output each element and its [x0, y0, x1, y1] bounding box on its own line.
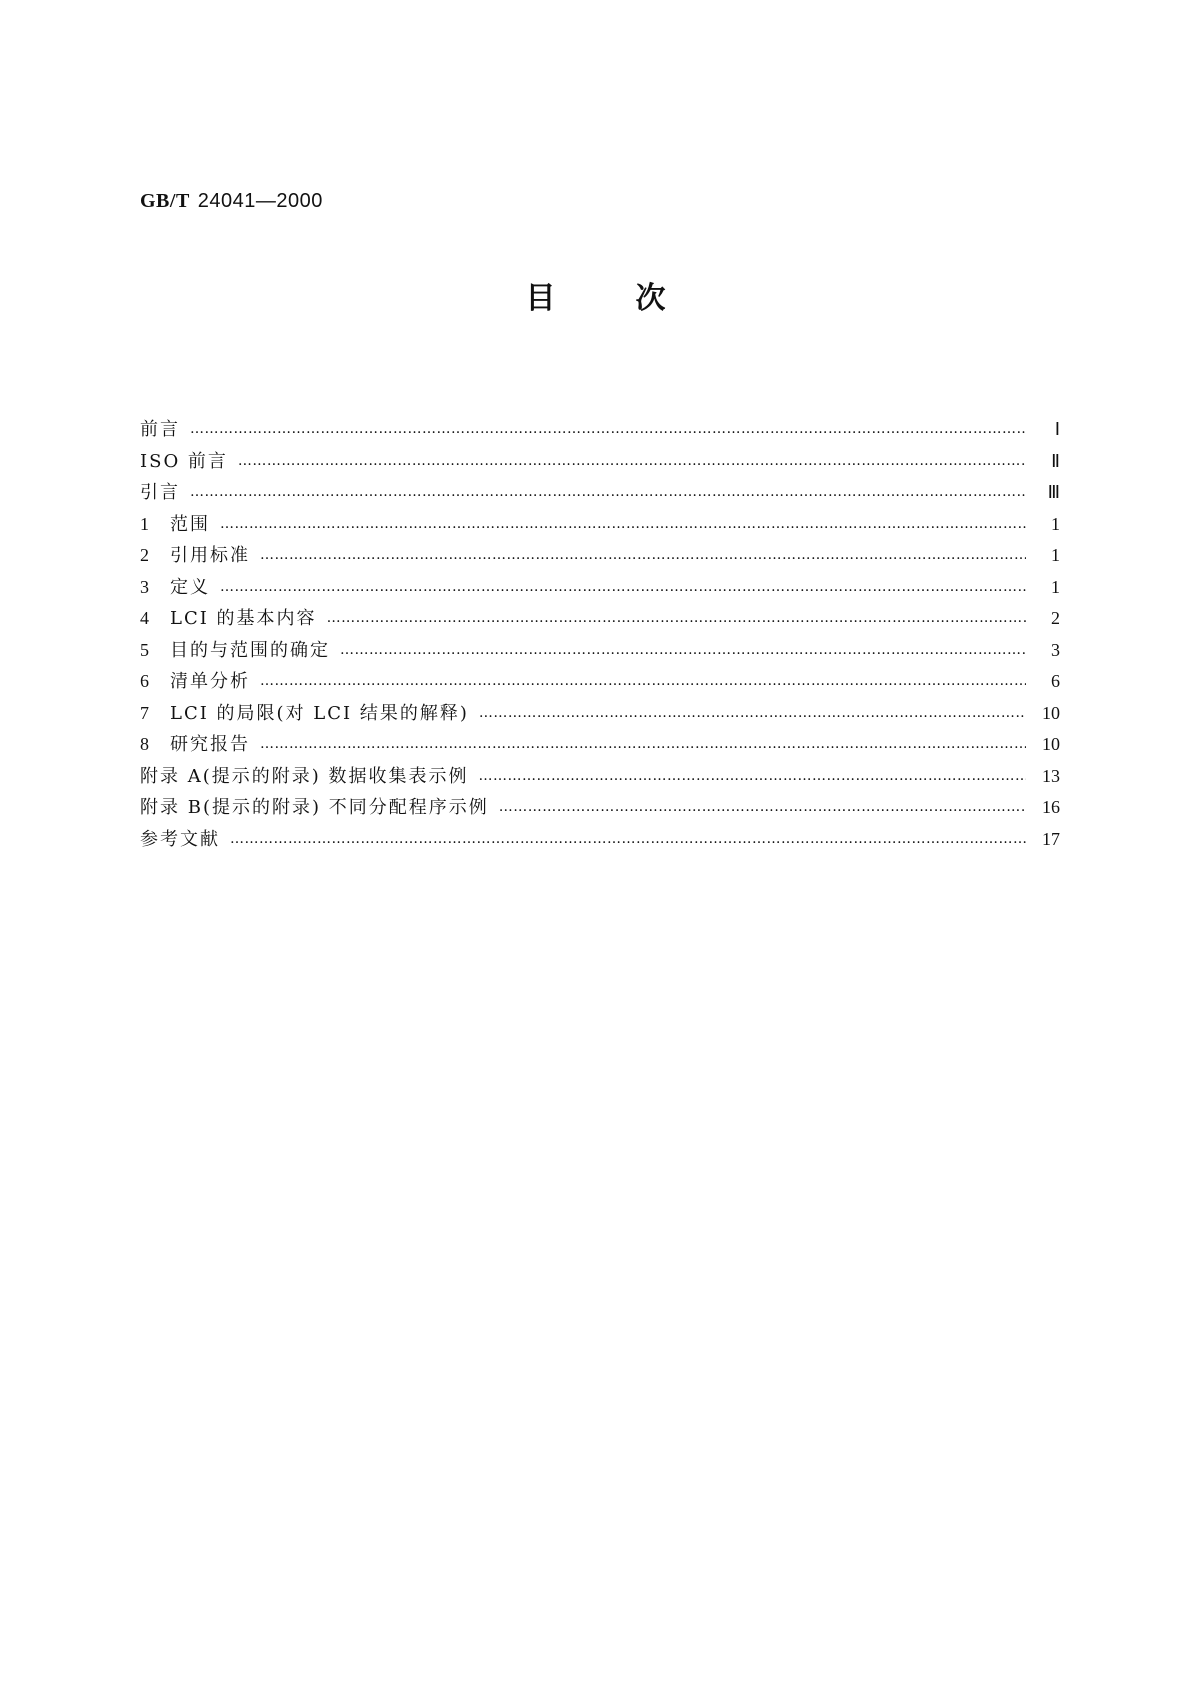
- toc-entry-label: 清单分析: [170, 671, 250, 692]
- toc-leader-dots: [479, 698, 1026, 730]
- toc-entry-page: 10: [1042, 734, 1060, 754]
- toc-leader-dots: [238, 446, 1026, 478]
- toc-entry[interactable]: [140, 698, 1060, 730]
- toc-leader-dots: [340, 635, 1026, 667]
- toc-entry[interactable]: [140, 414, 1060, 446]
- toc-leader-dots: [260, 540, 1026, 572]
- toc-leader-dots: [220, 572, 1026, 604]
- toc-entry-number: 3: [140, 576, 149, 597]
- toc-leader-dots: [327, 603, 1026, 635]
- toc-entry-number: 8: [140, 734, 149, 754]
- toc-entry-page: 1: [1051, 545, 1060, 565]
- toc-entry-label: 目的与范围的确定: [170, 639, 330, 661]
- toc-entry[interactable]: [140, 666, 1060, 698]
- toc-entry-label: ISO 前言: [140, 450, 228, 472]
- toc-entry-label: 引用标准: [170, 545, 250, 566]
- toc-entry-label: 附录 A(提示的附录) 数据收集表示例: [140, 765, 469, 787]
- toc-entry-label: 前言: [140, 419, 180, 440]
- page-title: 目次: [525, 281, 746, 316]
- toc-entry-page: 16: [1042, 797, 1060, 817]
- toc-entry-number: 7: [140, 702, 149, 723]
- toc-entry-label: 范围: [170, 513, 210, 535]
- toc-entry[interactable]: [140, 446, 1060, 478]
- toc-entry-page: 1: [1051, 513, 1060, 534]
- toc-entry-page: Ⅲ: [1047, 482, 1060, 502]
- toc-leader-dots: [190, 414, 1026, 446]
- toc-leader-dots: [260, 729, 1026, 761]
- toc-entry-page: Ⅰ: [1054, 419, 1060, 439]
- toc-entry-number: 4: [140, 608, 149, 628]
- toc-entry-number: 5: [140, 639, 149, 660]
- standard-code-number: 24041—2000: [197, 190, 323, 212]
- toc-entry-number: 6: [140, 671, 149, 691]
- toc-entry-page: 17: [1042, 828, 1060, 849]
- table-of-contents: [140, 414, 1060, 855]
- toc-entry[interactable]: [140, 761, 1060, 793]
- toc-entry-page: Ⅱ: [1051, 450, 1060, 471]
- toc-entry-number: 2: [140, 545, 149, 565]
- toc-entry-page: 3: [1051, 639, 1060, 660]
- toc-entry[interactable]: [140, 477, 1060, 509]
- toc-leader-dots: [479, 761, 1027, 793]
- standard-code-prefix: GB/T: [140, 190, 190, 212]
- toc-entry[interactable]: [140, 824, 1060, 856]
- toc-entry-page: 10: [1042, 702, 1060, 723]
- toc-entry-label: LCI 的基本内容: [170, 608, 317, 629]
- toc-entry-page: 1: [1051, 576, 1060, 597]
- toc-entry-label: 参考文献: [140, 828, 220, 850]
- toc-entry[interactable]: [140, 635, 1060, 667]
- toc-entry-label: 定义: [170, 576, 210, 598]
- toc-entry[interactable]: [140, 603, 1060, 635]
- toc-entry[interactable]: [140, 572, 1060, 604]
- toc-leader-dots: [220, 509, 1026, 541]
- toc-entry[interactable]: [140, 792, 1060, 824]
- standard-code: [140, 188, 323, 213]
- toc-entry-label: LCI 的局限(对 LCI 结果的解释): [170, 702, 469, 724]
- toc-entry-page: 6: [1051, 671, 1060, 691]
- toc-entry-number: 1: [140, 513, 149, 534]
- toc-entry[interactable]: [140, 509, 1060, 541]
- toc-entry-label: 研究报告: [170, 734, 250, 755]
- toc-leader-dots: [260, 666, 1026, 698]
- toc-entry[interactable]: [140, 540, 1060, 572]
- toc-entry-page: 2: [1051, 608, 1060, 628]
- toc-leader-dots: [190, 477, 1026, 509]
- toc-entry-page: 13: [1042, 765, 1060, 786]
- toc-entry[interactable]: [140, 729, 1060, 761]
- toc-leader-dots: [499, 792, 1026, 824]
- toc-entry-label: 附录 B(提示的附录) 不同分配程序示例: [140, 797, 489, 818]
- toc-leader-dots: [230, 824, 1026, 856]
- toc-entry-label: 引言: [140, 482, 180, 503]
